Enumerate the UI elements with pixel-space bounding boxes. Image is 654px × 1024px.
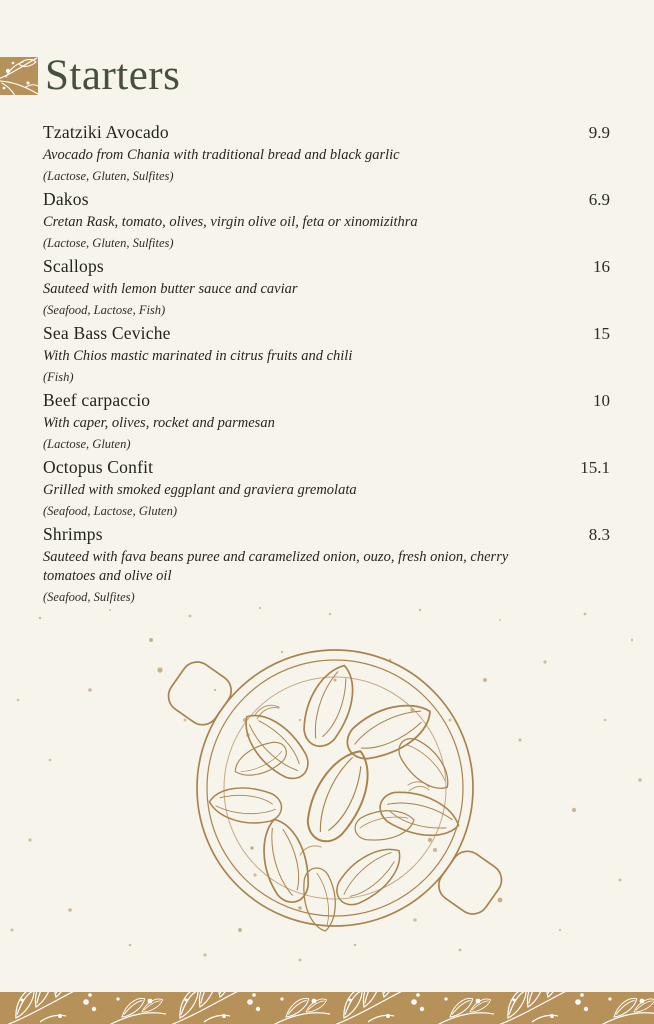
item-description: Sauteed with fava beans puree and caramelized onion, ouzo, fresh onion, cherry tomatoes and olive oil	[43, 549, 509, 584]
item-name: Octopus Confit	[43, 457, 154, 477]
item-allergens: (Seafood, Lactose, Fish)	[43, 303, 166, 317]
item-price: 15	[593, 324, 610, 343]
item-price: 16	[593, 257, 610, 276]
item-row	[43, 389, 610, 412]
item-name: Tzatziki Avocado	[43, 122, 169, 142]
item-row	[43, 121, 610, 144]
item-price: 8.3	[588, 525, 610, 544]
item-row	[43, 456, 610, 479]
item-row	[43, 523, 610, 546]
item-allergens: (Lactose, Gluten)	[43, 437, 131, 451]
item-description: Sauteed with lemon butter sauce and caviar	[43, 281, 298, 297]
item-allergens: (Lactose, Gluten, Sulfites)	[43, 169, 174, 183]
item-row	[43, 255, 610, 278]
menu-item	[43, 389, 610, 452]
item-row	[43, 188, 610, 211]
item-name: Scallops	[43, 256, 104, 276]
item-price: 15.1	[580, 458, 610, 477]
item-description: With caper, olives, rocket and parmesan	[43, 415, 275, 431]
menu-item	[43, 456, 610, 519]
item-row	[43, 322, 610, 345]
item-name: Sea Bass Ceviche	[43, 323, 171, 343]
item-allergens: (Seafood, Sulfites)	[43, 590, 135, 604]
page-title: Starters	[45, 52, 181, 99]
item-allergens: (Seafood, Lactose, Gluten)	[43, 504, 178, 518]
item-price: 6.9	[588, 190, 610, 209]
item-description: Avocado from Chania with traditional bread and black garlic	[43, 147, 400, 163]
item-name: Beef carpaccio	[43, 390, 151, 410]
item-description: Cretan Rask, tomato, olives, virgin olive oil, feta or xinomizithra	[43, 214, 418, 230]
item-allergens: (Fish)	[43, 370, 74, 384]
mussels-pot-illustration	[0, 600, 654, 970]
item-name: Dakos	[43, 189, 89, 209]
menu-item	[43, 188, 610, 251]
olive-branch-icon	[0, 57, 38, 95]
item-name: Shrimps	[43, 524, 103, 544]
olive-leaf-border-pattern	[0, 992, 654, 1024]
menu-item	[43, 322, 610, 385]
menu-item	[43, 255, 610, 318]
item-description: With Chios mastic marinated in citrus fruits and chili	[43, 348, 353, 364]
item-allergens: (Lactose, Gluten, Sulfites)	[43, 236, 174, 250]
item-price: 10	[593, 391, 610, 410]
menu-list	[43, 121, 610, 609]
menu-item	[43, 523, 610, 605]
menu-item	[43, 121, 610, 184]
item-description: Grilled with smoked eggplant and graviera gremolata	[43, 482, 357, 498]
item-price: 9.9	[588, 123, 610, 142]
